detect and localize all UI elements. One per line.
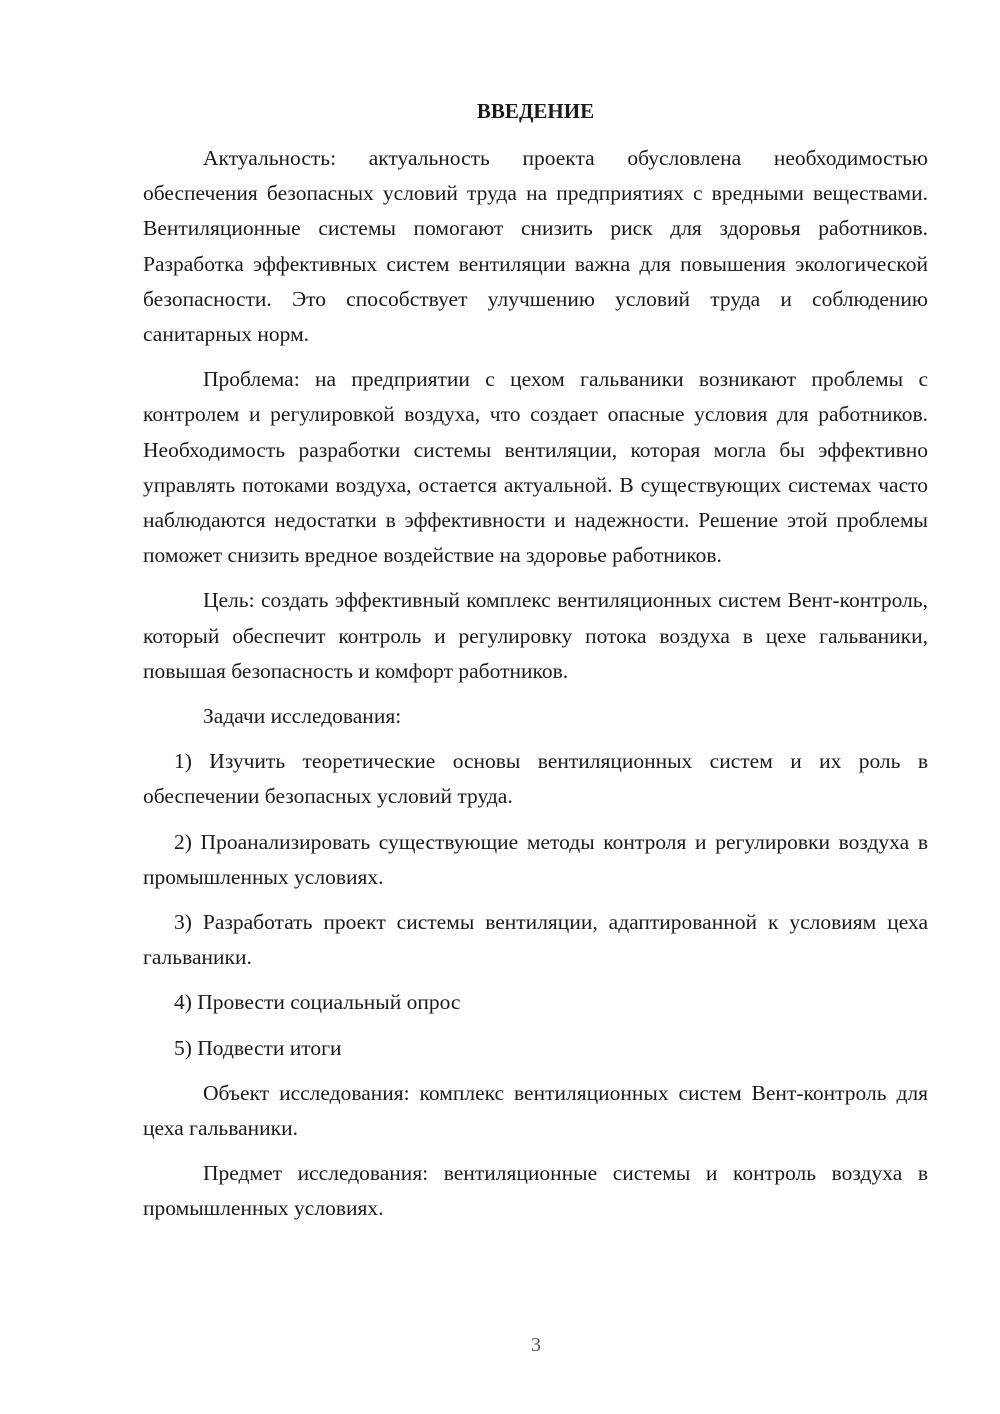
paragraph-goal: Цель: создать эффективный комплекс вентиляционных систем Вент-контроль, который обеспечит контроль и регулировку потока воздуха в цехе гальваники, повышая безопасность и комфорт работников. bbox=[143, 588, 928, 683]
section-title: ВВЕДЕНИЕ bbox=[476, 99, 595, 123]
tasks-heading: Задачи исследования: bbox=[203, 704, 402, 729]
document-page bbox=[143, 94, 928, 1237]
paragraph-object: Объект исследования: комплекс вентиляционных систем Вент-контроль для цеха гальваники. bbox=[143, 1080, 928, 1141]
task-item-4: 4) Провести социальный опрос bbox=[174, 990, 461, 1015]
paragraph-subject: Предмет исследования: вентиляционные системы и контроль воздуха в промышленных условиях. bbox=[143, 1161, 928, 1221]
task-item-1: 1) Изучить теоретические основы вентиляционных систем и их роль в обеспечении безопасных условий труда. bbox=[143, 749, 928, 809]
paragraph-problem: Проблема: на предприятии с цехом гальваники возникают проблемы с контролем и регулировкой воздуха, что создает опасные условия для работников. Необходимость разработки системы вентиляции, которая могла бы эффективно управлять потоками воздуха, остается актуальной. В существующих системах часто наблюдаются недостатки в эффективности и надежности. Решение этой проблемы поможет снизить вредное воздействие на здоровье работников. bbox=[143, 367, 928, 568]
task-item-5: 5) Подвести итоги bbox=[174, 1035, 342, 1060]
task-item-2: 2) Проанализировать существующие методы контроля и регулировки воздуха в промышленных условиях. bbox=[143, 829, 928, 889]
page-number: 3 bbox=[531, 1334, 541, 1356]
paragraph-relevance: Актуальность: актуальность проекта обусловлена необходимостью обеспечения безопасных условий труда на предприятиях с вредными веществами. Вентиляционные системы помогают снизить риск для здоровья работников. Разработка эффективных систем вентиляции важна для повышения экологической безопасности. Это способствует улучшению условий труда и соблюдению санитарных норм. bbox=[143, 146, 928, 347]
task-item-3: 3) Разработать проект системы вентиляции, адаптированной к условиям цеха гальваники. bbox=[143, 910, 928, 970]
tasks-list bbox=[143, 744, 928, 1066]
